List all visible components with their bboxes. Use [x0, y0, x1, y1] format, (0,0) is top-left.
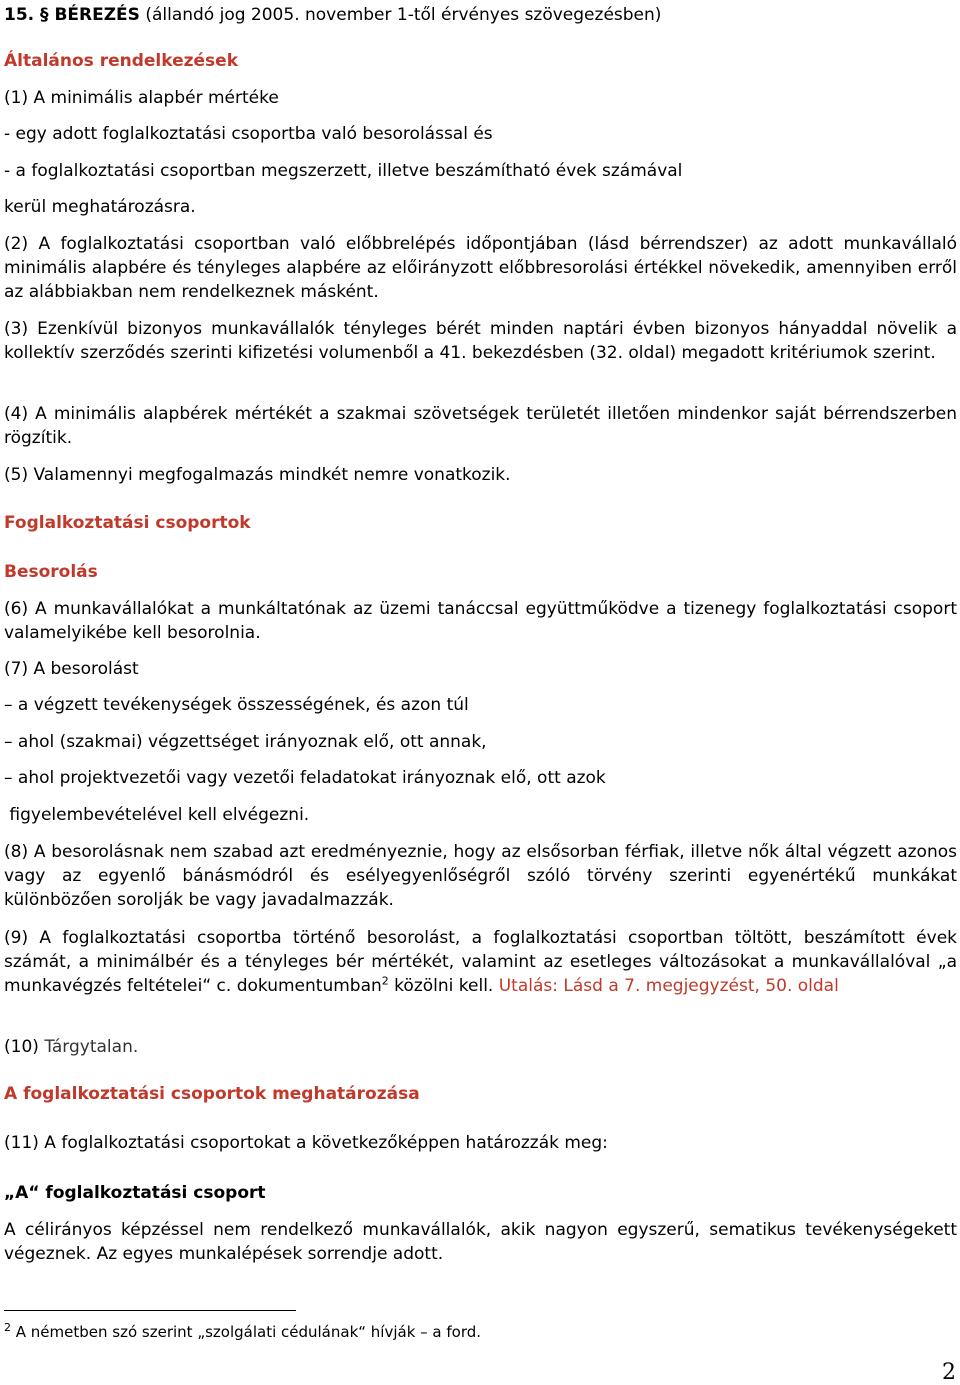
p9-text: (9) A foglalkoztatási csoportba történő besorolást, a foglalkoztatási csoportban töltött, beszámított évek számát, a minimálbér és a tényleges bér mértékét, valamint az esetleges változásokat a munkavállalóval „a munkavégzés feltételei“ c. dokumentumban — [4, 928, 957, 996]
p10-number: (10) — [4, 1037, 45, 1057]
footnote-mark: 2 — [4, 1321, 11, 1334]
paragraph-4: (4) A minimális alapbérek mértékét a szakmai szövetségek területét illetően mindenkor saját bérrendszerben rögzítik. — [4, 404, 957, 448]
groups-subtitle: Besorolás — [4, 562, 98, 582]
section-number: 15. § BÉREZÉS — [4, 5, 140, 25]
groups-title: Foglalkoztatási csoportok — [4, 513, 251, 533]
p7-item-2: – ahol (szakmai) végzettséget irányoznak elő, ott annak, — [4, 732, 487, 752]
paragraph-10 — [4, 1036, 138, 1058]
paragraph-8: (8) A besorolásnak nem szabad azt eredményeznie, hogy az elsősorban férfiak, illetve nők által végzett azonos vagy az egyenlő bánásmódról és esélyegyenlőségről szóló törvény szerinti egyenértékű munkákat különbözően sorolják be vagy javadalmazzák. — [4, 842, 957, 910]
page-number: 2 — [942, 1360, 956, 1385]
paragraph-6: (6) A munkavállalókat a munkáltatónak az üzemi tanáccsal együttműködve a tizenegy foglalkoztatási csoport valamelyikébe kell besorolnia. — [4, 599, 957, 643]
footnote-divider — [4, 1310, 296, 1311]
p9-mid: közölni kell. — [388, 976, 499, 996]
paragraph-11: (11) A foglalkoztatási csoportokat a következőképpen határozzák meg: — [4, 1133, 608, 1153]
p7-item-3: – ahol projektvezetői vagy vezetői feladatokat irányoznak elő, ott azok — [4, 768, 606, 788]
footnote-ref[interactable]: 2 — [381, 974, 389, 988]
paragraph-9 — [4, 926, 957, 998]
paragraph-5: (5) Valamennyi megfogalmazás mindkét nemre vonatkozik. — [4, 465, 511, 485]
paragraph-3: (3) Ezenkívül bizonyos munkavállalók tényleges bérét minden naptári évben bizonyos hányaddal növelik a kollektív szerződés szerinti kifizetési volumenből a 41. bekezdésben (32. oldal) megadott kritériumok szerint. — [4, 319, 957, 363]
p10-text: Tárgytalan. — [44, 1037, 139, 1057]
footnote — [4, 1322, 481, 1342]
p9-cross-reference: Utalás: Lásd a 7. megjegyzést, 50. oldal — [498, 976, 839, 996]
definition-title: A foglalkoztatási csoportok meghatározása — [4, 1084, 420, 1104]
p1-line-1: - egy adott foglalkoztatási csoportba való besorolással és — [4, 124, 493, 144]
p1-line-2: - a foglalkoztatási csoportban megszerzett, illetve beszámítható évek számával — [4, 161, 683, 181]
group-a-text: A célirányos képzéssel nem rendelkező munkavállalók, akik nagyon egyszerű, sematikus tevékenységekett végeznek. Az egyes munkalépések sorrendje adott. — [4, 1220, 957, 1264]
paragraph-2: (2) A foglalkoztatási csoportban való előbbrelépés időpontjában (lásd bérrendszer) az adott munkavállaló minimális alapbére és tényleges alapbére az előirányzott előbbresorolási értékkel növekedik, amennyiben erről az alábbiakban nem rendelkeznek másként. — [4, 234, 957, 302]
p1-head: (1) A minimális alapbér mértéke — [4, 88, 279, 108]
section-heading — [4, 4, 661, 26]
general-title: Általános rendelkezések — [4, 51, 238, 71]
p7-end: figyelembevételével kell elvégezni. — [4, 805, 310, 825]
footnote-text: A németben szó szerint „szolgálati cédulának“ hívják – a ford. — [11, 1323, 482, 1341]
section-note: (állandó jog 2005. november 1-től érvényes szövegezésben) — [139, 5, 662, 25]
p7-head: (7) A besorolást — [4, 659, 139, 679]
p1-line-3: kerül meghatározásra. — [4, 197, 196, 217]
p7-item-1: – a végzett tevékenységek összességének, és azon túl — [4, 695, 469, 715]
group-a-title: „A“ foglalkoztatási csoport — [4, 1183, 266, 1203]
